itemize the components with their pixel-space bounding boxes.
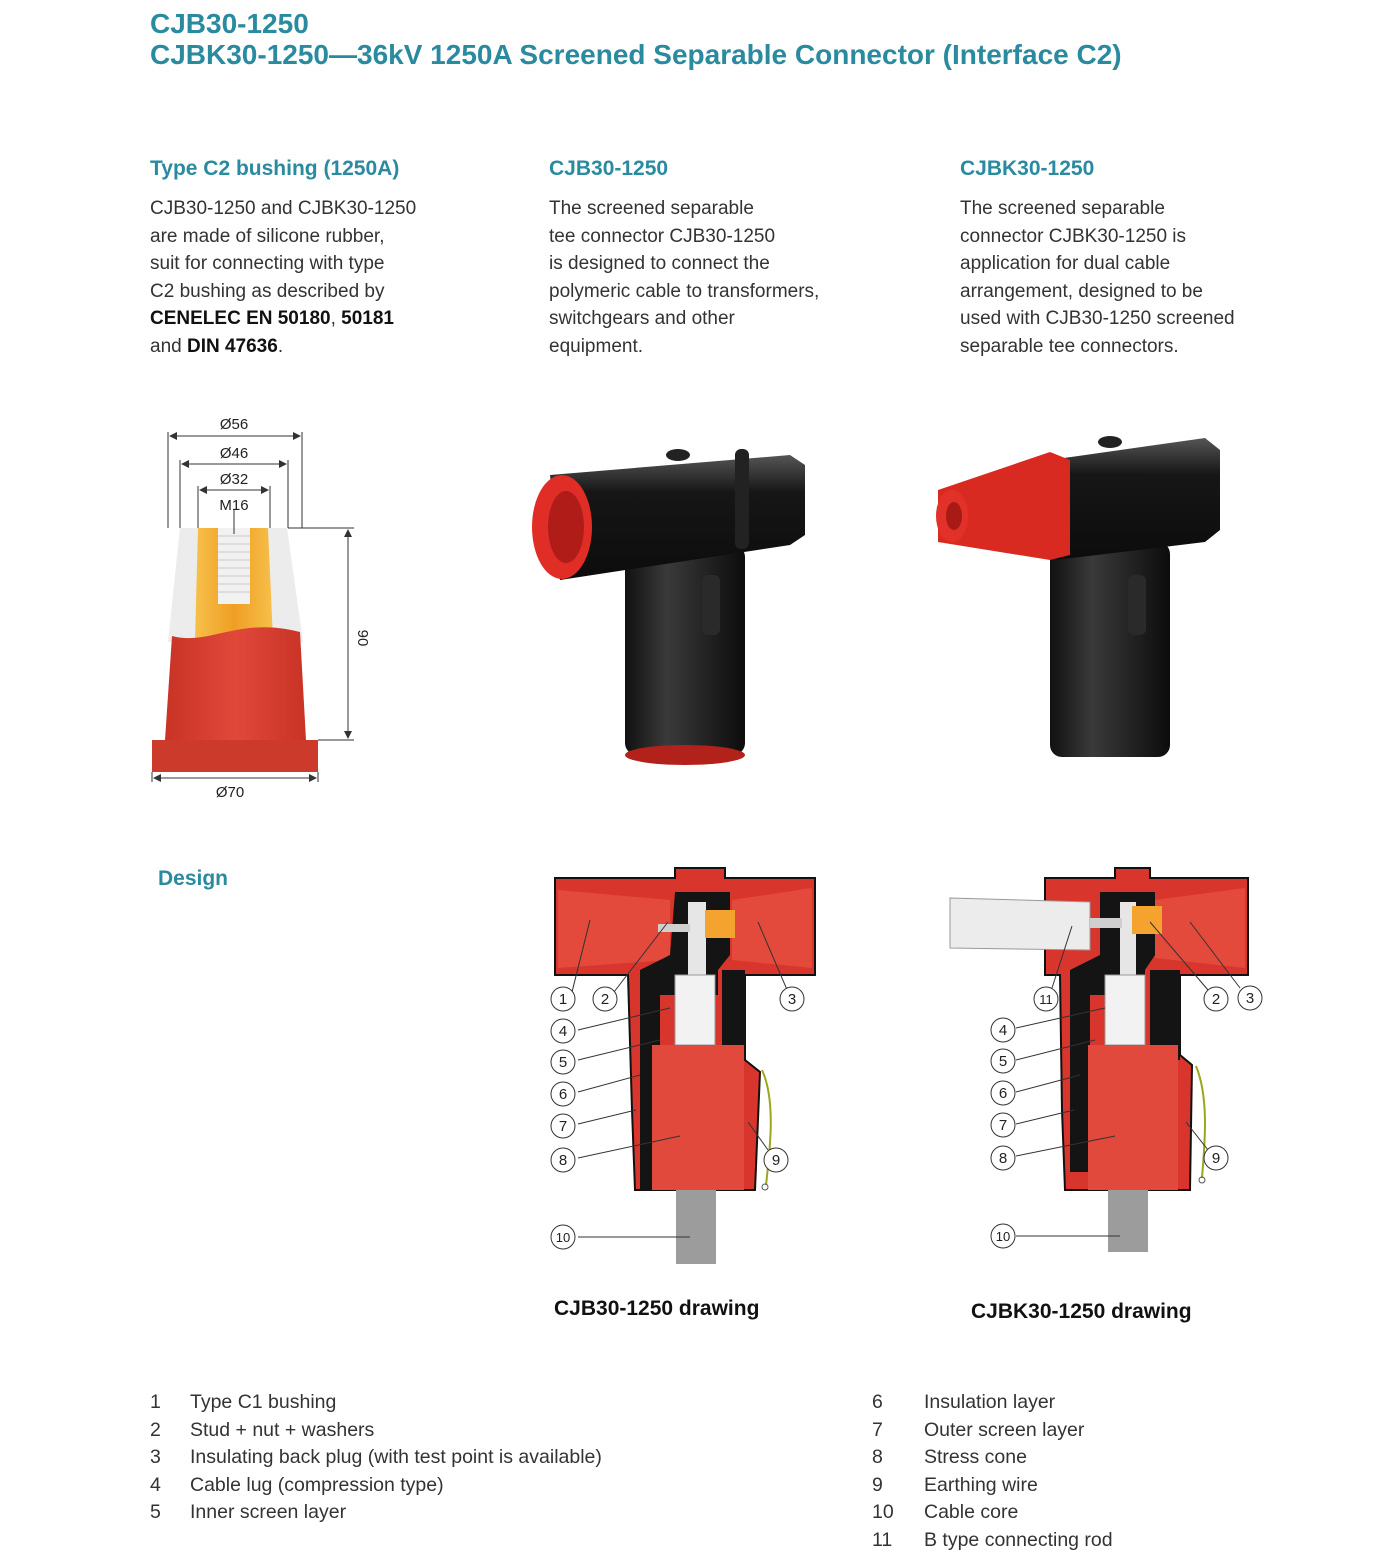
cjb-band	[735, 449, 749, 549]
cjb-label-1: 1	[558, 991, 568, 1008]
cjb-cable-lug	[675, 975, 715, 1045]
cjbk-label-11: 11	[1039, 992, 1053, 1007]
cjb-earth-ring	[762, 1184, 768, 1190]
cjbk-label-5: 5	[998, 1053, 1008, 1070]
cjbk-description: The screened separable connector CJBK30-1250 is application for dual cable arrangement, designed to be used with CJB30-1250 screened separable tee connectors.	[960, 198, 1235, 357]
cjb-red-bore	[548, 491, 584, 563]
cjb-label-4: 4	[558, 1023, 568, 1040]
cjbk-label-8: 8	[998, 1150, 1008, 1167]
cjbk-stress-cone	[1088, 1045, 1178, 1190]
legend-item-3: 3 Insulating back plug (with test point is available)	[150, 1446, 602, 1468]
legend-item-1: 1 Type C1 bushing	[150, 1391, 337, 1413]
legend-item-4: 4 Cable lug (compression type)	[150, 1473, 444, 1496]
cjbk-test-point	[1098, 436, 1122, 448]
cjb-label-2: 2	[600, 991, 610, 1008]
cjbk-cross-section	[940, 860, 1270, 1280]
bushing-heading: Type C2 bushing (1250A)	[150, 157, 400, 180]
cjb-label-6: 6	[558, 1086, 568, 1103]
cjbk-product-image	[930, 430, 1230, 770]
cjbk-cable-lug	[1105, 975, 1145, 1045]
cjb-bushing-cone	[558, 890, 670, 968]
cjbk-label-3: 3	[1245, 990, 1255, 1007]
cjb-drawing-caption: CJB30-1250 drawing	[554, 1297, 760, 1320]
legend-item-10: 10 Cable core	[872, 1501, 1019, 1523]
cjbk-drawing-caption: CJBK30-1250 drawing	[971, 1300, 1192, 1323]
bushing-thread-bore	[218, 528, 250, 604]
cjb-cross-section	[540, 860, 840, 1280]
bushing-text-c: .	[277, 335, 284, 357]
bushing-sep: ,	[330, 308, 342, 329]
legend-left	[150, 1389, 602, 1527]
cjbk-back-plug	[1155, 888, 1245, 968]
cjbk-heading: CJBK30-1250	[960, 157, 1095, 180]
cjb-cable-core	[676, 1190, 716, 1264]
bushing-text-b: and	[150, 335, 187, 357]
cjbk-body-horizontal	[1050, 438, 1220, 560]
legend-item-11: 11 B type connecting rod	[872, 1528, 1113, 1551]
cjbk-label-7: 7	[998, 1117, 1008, 1134]
cjbk-label-2: 2	[1211, 991, 1221, 1008]
dim-d32: Ø32	[219, 471, 249, 488]
cjb-leg-bottom	[625, 745, 745, 765]
cjb-label-10: 10	[555, 1230, 571, 1245]
cjb-product-image	[520, 435, 820, 775]
legend-item-9: 9 Earthing wire	[872, 1473, 1038, 1496]
legend-item-7: 7 Outer screen layer	[872, 1418, 1085, 1441]
standard-din47636: DIN 47636	[186, 335, 278, 357]
dim-d70: Ø70	[215, 784, 245, 801]
cjbk-red-bore	[946, 502, 962, 530]
cjbk-earthing-wire	[1196, 1066, 1205, 1178]
standard-50181: 50181	[341, 308, 394, 329]
cjbk-connecting-rod	[950, 898, 1090, 950]
cjbk-label-plate	[1128, 575, 1146, 635]
cjbk-label-6: 6	[998, 1085, 1008, 1102]
bushing-text-a: CJB30-1250 and CJBK30-1250 are made of silicone rubber, suit for connecting with type C2 bushing as described by	[150, 198, 417, 302]
page-title	[150, 8, 1122, 70]
cjb-label-7: 7	[558, 1118, 568, 1135]
cjb-heading: CJB30-1250	[549, 157, 669, 180]
cjb-test-point	[666, 449, 690, 461]
cjb-description: The screened separable tee connector CJB30-1250 is designed to connect the polymeric cable to transformers, switchgears and other equipment.	[549, 198, 820, 357]
cjb-label-8: 8	[558, 1152, 568, 1169]
legend-right	[872, 1389, 1113, 1554]
title-line-2	[150, 39, 1122, 70]
title-rest: —36kV 1250A Screened Separable Connector (Interface C2)	[329, 39, 1122, 70]
standard-en50180: CENELEC EN 50180	[150, 308, 331, 329]
legend-item-5: 5 Inner screen layer	[150, 1501, 347, 1523]
bushing-flange	[152, 740, 318, 772]
legend-item-2: 2 Stud + nut + washers	[150, 1418, 375, 1441]
cjbk-nut	[1132, 906, 1162, 934]
cjb-back-plug	[732, 888, 812, 968]
title-code: CJBK30-1250	[150, 39, 329, 70]
cjbk-thread	[1090, 918, 1122, 928]
cjb-label-3: 3	[787, 991, 797, 1008]
cjb-body-leg	[625, 545, 745, 755]
cjb-stress-cone	[652, 1045, 744, 1190]
cjbk-label-9: 9	[1211, 1150, 1221, 1167]
dim-h90: 90	[354, 629, 371, 647]
cjb-label-5: 5	[558, 1054, 568, 1071]
cjbk-cable-core	[1108, 1190, 1148, 1252]
title-line-1: CJB30-1250	[150, 8, 309, 39]
dim-m16: M16	[219, 497, 249, 514]
dim-d46: Ø46	[219, 445, 249, 462]
legend-item-8: 8 Stress cone	[872, 1446, 1027, 1468]
bushing-body	[165, 627, 306, 740]
cjb-nut	[705, 910, 735, 938]
cjb-label-9: 9	[771, 1152, 781, 1169]
design-heading: Design	[158, 867, 229, 890]
bushing-description	[150, 195, 480, 360]
dim-d56: Ø56	[219, 416, 249, 433]
bushing-dimension-drawing	[140, 410, 380, 810]
cjbk-label-10: 10	[995, 1229, 1011, 1244]
cjbk-label-4: 4	[998, 1022, 1008, 1039]
legend-item-6: 6 Insulation layer	[872, 1391, 1056, 1413]
cjbk-body-leg	[1050, 542, 1170, 757]
cjb-label-plate	[702, 575, 720, 635]
